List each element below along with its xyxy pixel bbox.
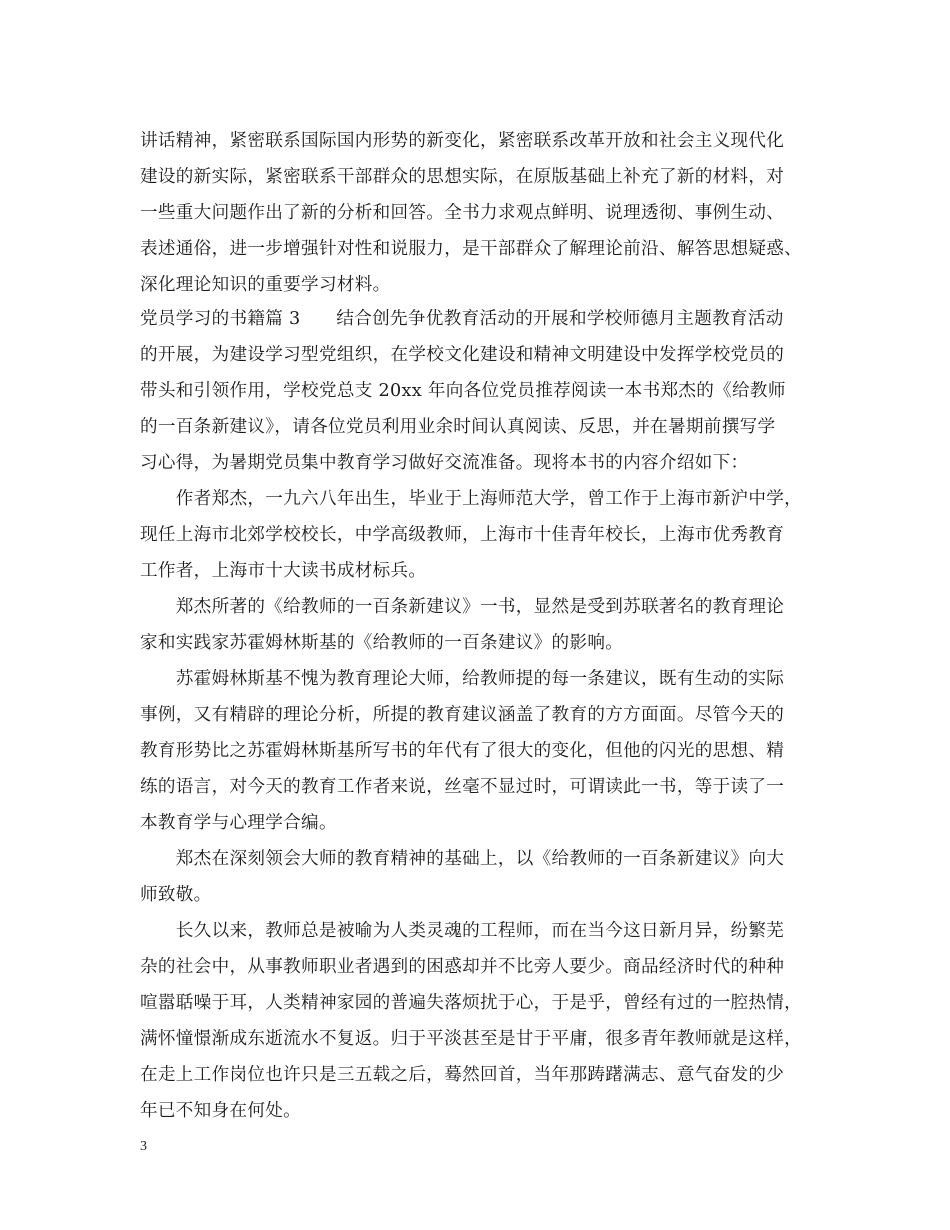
- text-line: 作者郑杰，一九六八年出生，毕业于上海师范大学，曾工作于上海市新沪中学，: [140, 489, 803, 509]
- text-line: 家和实践家苏霍姆林斯基的《给教师的一百条建议》的影响。: [140, 633, 624, 653]
- text-line: 郑杰所著的《给教师的一百条新建议》一书，显然是受到苏联著名的教育理论: [140, 597, 785, 617]
- text-line: 的开展，为建设学习型党组织，在学校文化建设和精神文明建设中发挥学校党员的: [140, 345, 785, 365]
- text-line: 党员学习的书籍篇 3 结合创先争优教育活动的开展和学校师德月主题教育活动: [140, 309, 784, 329]
- text-line: 带头和引领作用，学校党总支 20xx 年向各位党员推荐阅读一本书郑杰的《给教师: [140, 381, 786, 401]
- text-line: 一些重大问题作出了新的分析和回答。全书力求观点鲜明、说理透彻、事例生动、: [140, 203, 785, 223]
- text-line: 苏霍姆林斯基不愧为教育理论大师，给教师提的每一条建议，既有生动的实际: [140, 669, 785, 689]
- text-line: 讲话精神，紧密联系国际国内形势的新变化，紧密联系改革开放和社会主义现代化: [140, 131, 785, 151]
- text-line: 杂的社会中，从事教师职业者遇到的困惑却并不比旁人要少。商品经济时代的种种: [140, 957, 785, 977]
- text-line: 现任上海市北郊学校校长，中学高级教师，上海市十佳青年校长，上海市优秀教育: [140, 525, 785, 545]
- text-line: 练的语言，对今天的教育工作者来说，丝毫不显过时，可谓读此一书，等于读了一: [140, 777, 785, 797]
- text-line: 深化理论知识的重要学习材料。: [140, 275, 391, 295]
- text-line: 建设的新实际，紧密联系干部群众的思想实际，在原版基础上补充了新的材料，对: [140, 167, 785, 187]
- text-line: 年已不知身在何处。: [140, 1101, 302, 1121]
- text-line: 在走上工作岗位也许只是三五载之后，蓦然回首，当年那踌躇满志、意气奋发的少: [140, 1065, 785, 1085]
- text-line: 郑杰在深刻领会大师的教育精神的基础上，以《给教师的一百条新建议》向大: [140, 849, 785, 869]
- text-line: 长久以来，教师总是被喻为人类灵魂的工程师，而在当今这日新月异，纷繁芜: [140, 921, 785, 941]
- text-line: 习心得，为暑期党员集中教育学习做好交流准备。现将本书的内容介绍如下：: [140, 453, 749, 473]
- text-line: 教育形势比之苏霍姆林斯基所写书的年代有了很大的变化，但他的闪光的思想、精: [140, 741, 785, 761]
- text-line: 工作者，上海市十大读书成材标兵。: [140, 561, 427, 581]
- text-line: 的一百条新建议》，请各位党员利用业余时间认真阅读、反思，并在暑期前撰写学: [140, 417, 776, 437]
- text-line: 事例，又有精辟的理论分析，所提的教育建议涵盖了教育的方方面面。尽管今天的: [140, 705, 785, 725]
- text-line: 表述通俗，进一步增强针对性和说服力，是干部群众了解理论前沿、解答思想疑惑、: [140, 239, 803, 259]
- text-line: 喧嚣聒噪于耳，人类精神家园的普遍失落烦扰于心，于是乎，曾经有过的一腔热情，: [140, 993, 803, 1013]
- text-line: 师致敬。: [140, 885, 212, 905]
- text-line: 本教育学与心理学合编。: [140, 813, 337, 833]
- page-number: 3: [140, 1139, 147, 1154]
- text-line: 满怀憧憬渐成东逝流水不复返。归于平淡甚至是甘于平庸，很多青年教师就是这样，: [140, 1029, 803, 1049]
